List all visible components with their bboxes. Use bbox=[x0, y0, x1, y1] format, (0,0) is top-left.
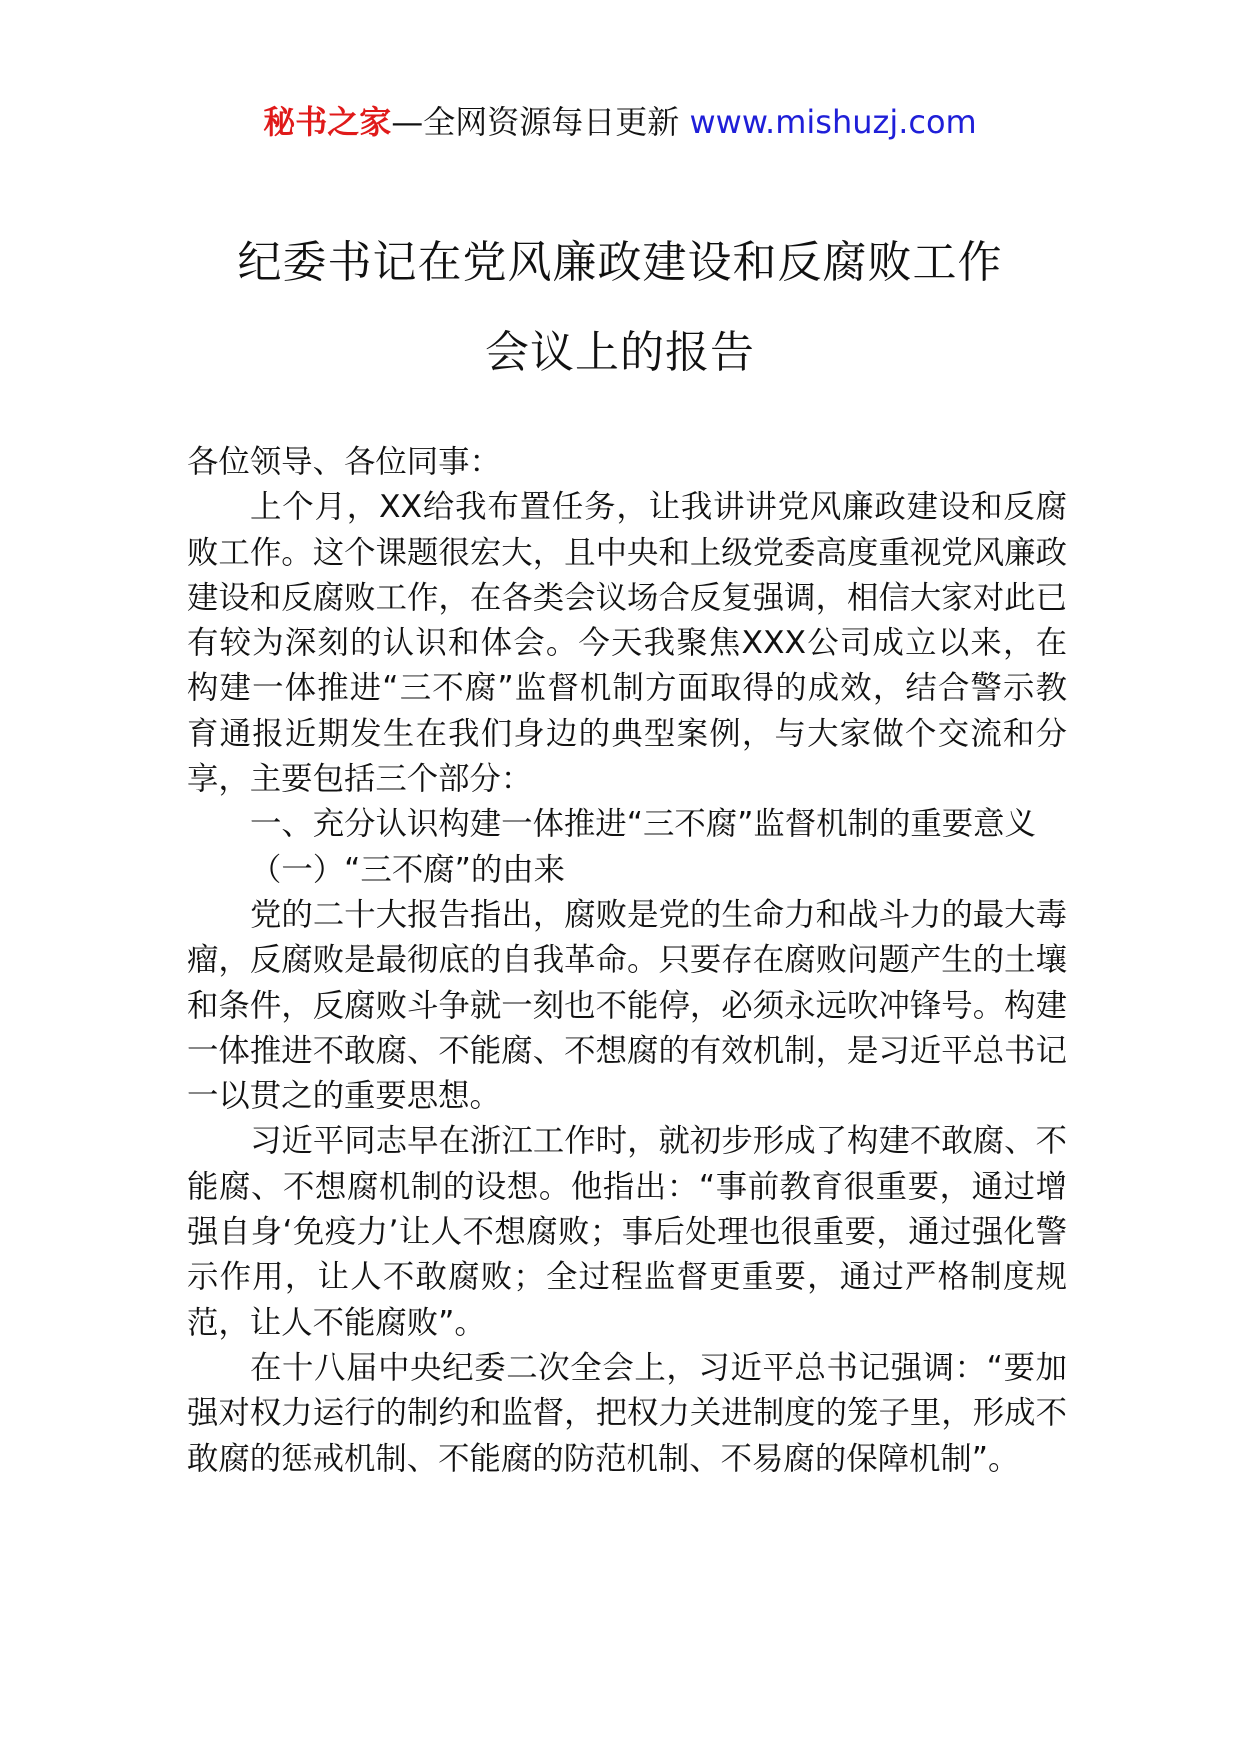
body-paragraph: 党的二十大报告指出，腐败是党的生命力和战斗力的最大毒瘤，反腐败是最彻底的自我革命。只要存在腐败问题产生的土壤和条件，反腐败斗争就一刻也不能停，必须永远吹冲锋号。构建一体推进不敢腐、不能腐、不想腐的有效机制，是习近平总书记一以贯之的重要思想。 bbox=[187, 896, 1067, 1115]
document-body bbox=[187, 440, 1067, 1482]
site-url[interactable]: www.mishuzj.com bbox=[689, 103, 977, 141]
body-paragraph: 习近平同志早在浙江工作时，就初步形成了构建不敢腐、不能腐、不想腐机制的设想。他指出：“事前教育很重要，通过增强自身‘免疫力’让人不想腐败；事后处理也很重要，通过强化警示作用，让人不敢腐败；全过程监督更重要，通过严格制度规范，让人不能腐败”。 bbox=[187, 1123, 1067, 1341]
subsection-heading: （一）“三不腐”的由来 bbox=[250, 851, 566, 888]
body-paragraph: 在十八届中央纪委二次全会上，习近平总书记强调：“要加强对权力运行的制约和监督，把权力关进制度的笼子里，形成不敢腐的惩戒机制、不能腐的防范机制、不易腐的保障机制”。 bbox=[187, 1349, 1067, 1477]
document-title-line-2: 会议上的报告 bbox=[485, 327, 755, 378]
site-header bbox=[0, 100, 1240, 144]
section-heading: 一、充分认识构建一体推进“三不腐”监督机制的重要意义 bbox=[250, 806, 1036, 843]
body-paragraph: 各位领导、各位同事： bbox=[187, 444, 501, 480]
brand-name: 秘书之家 bbox=[263, 103, 392, 141]
header-tagline: —全网资源每日更新 bbox=[391, 103, 690, 141]
body-paragraph: 上个月，XX给我布置任务，让我讲讲党风廉政建设和反腐败工作。这个课题很宏大，且中央和上级党委高度重视党风廉政建设和反腐败工作，在各类会议场合反复强调，相信大家对此已有较为深刻的认识和体会。今天我聚焦XXX公司成立以来，在构建一体推进“三不腐”监督机制方面取得的成效，结合警示教育通报近期发生在我们身边的典型案例，与大家做个交流和分享，主要包括三个部分： bbox=[187, 489, 1067, 798]
document-title-line-1: 纪委书记在党风廉政建设和反腐败工作 bbox=[237, 237, 1003, 288]
